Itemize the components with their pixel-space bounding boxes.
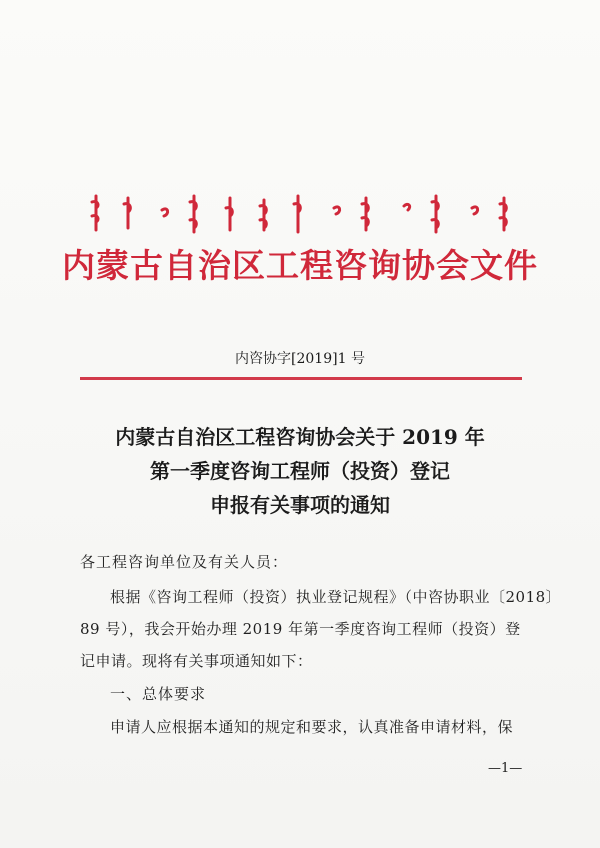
paragraph-1-line-3: 记申请。现将有关事项通知如下： (80, 652, 313, 670)
salutation: 各工程咨询单位及有关人员： (80, 553, 289, 571)
paragraph-2-line-1: 申请人应根据本通知的规定和要求，认真准备申请材料，保 (110, 718, 514, 736)
paragraph-1-line-2: 89 号），我会开始办理 2019 年第一季度咨询工程师（投资）登 (80, 620, 521, 638)
red-divider (80, 377, 522, 380)
notice-title-line-3: 申报有关事项的通知 (210, 493, 390, 517)
issuer-title: 内蒙古自治区工程咨询协会文件 (62, 246, 538, 285)
notice-title-line-1: 内蒙古自治区工程咨询协会关于 2019 年 (115, 425, 485, 449)
paragraph-1-line-1: 根据《咨询工程师（投资）执业登记规程》（中咨协职业〔2018〕 (110, 588, 562, 606)
mongolian-script-decoration (84, 190, 524, 238)
document-number: 内咨协字[2019]1 号 (235, 351, 365, 367)
notice-title-line-2: 第一季度咨询工程师（投资）登记 (150, 459, 450, 483)
section-1-heading: 一、总体要求 (110, 685, 207, 703)
page-number: —1— (488, 761, 523, 776)
mongolian-script-graphic (84, 190, 524, 238)
